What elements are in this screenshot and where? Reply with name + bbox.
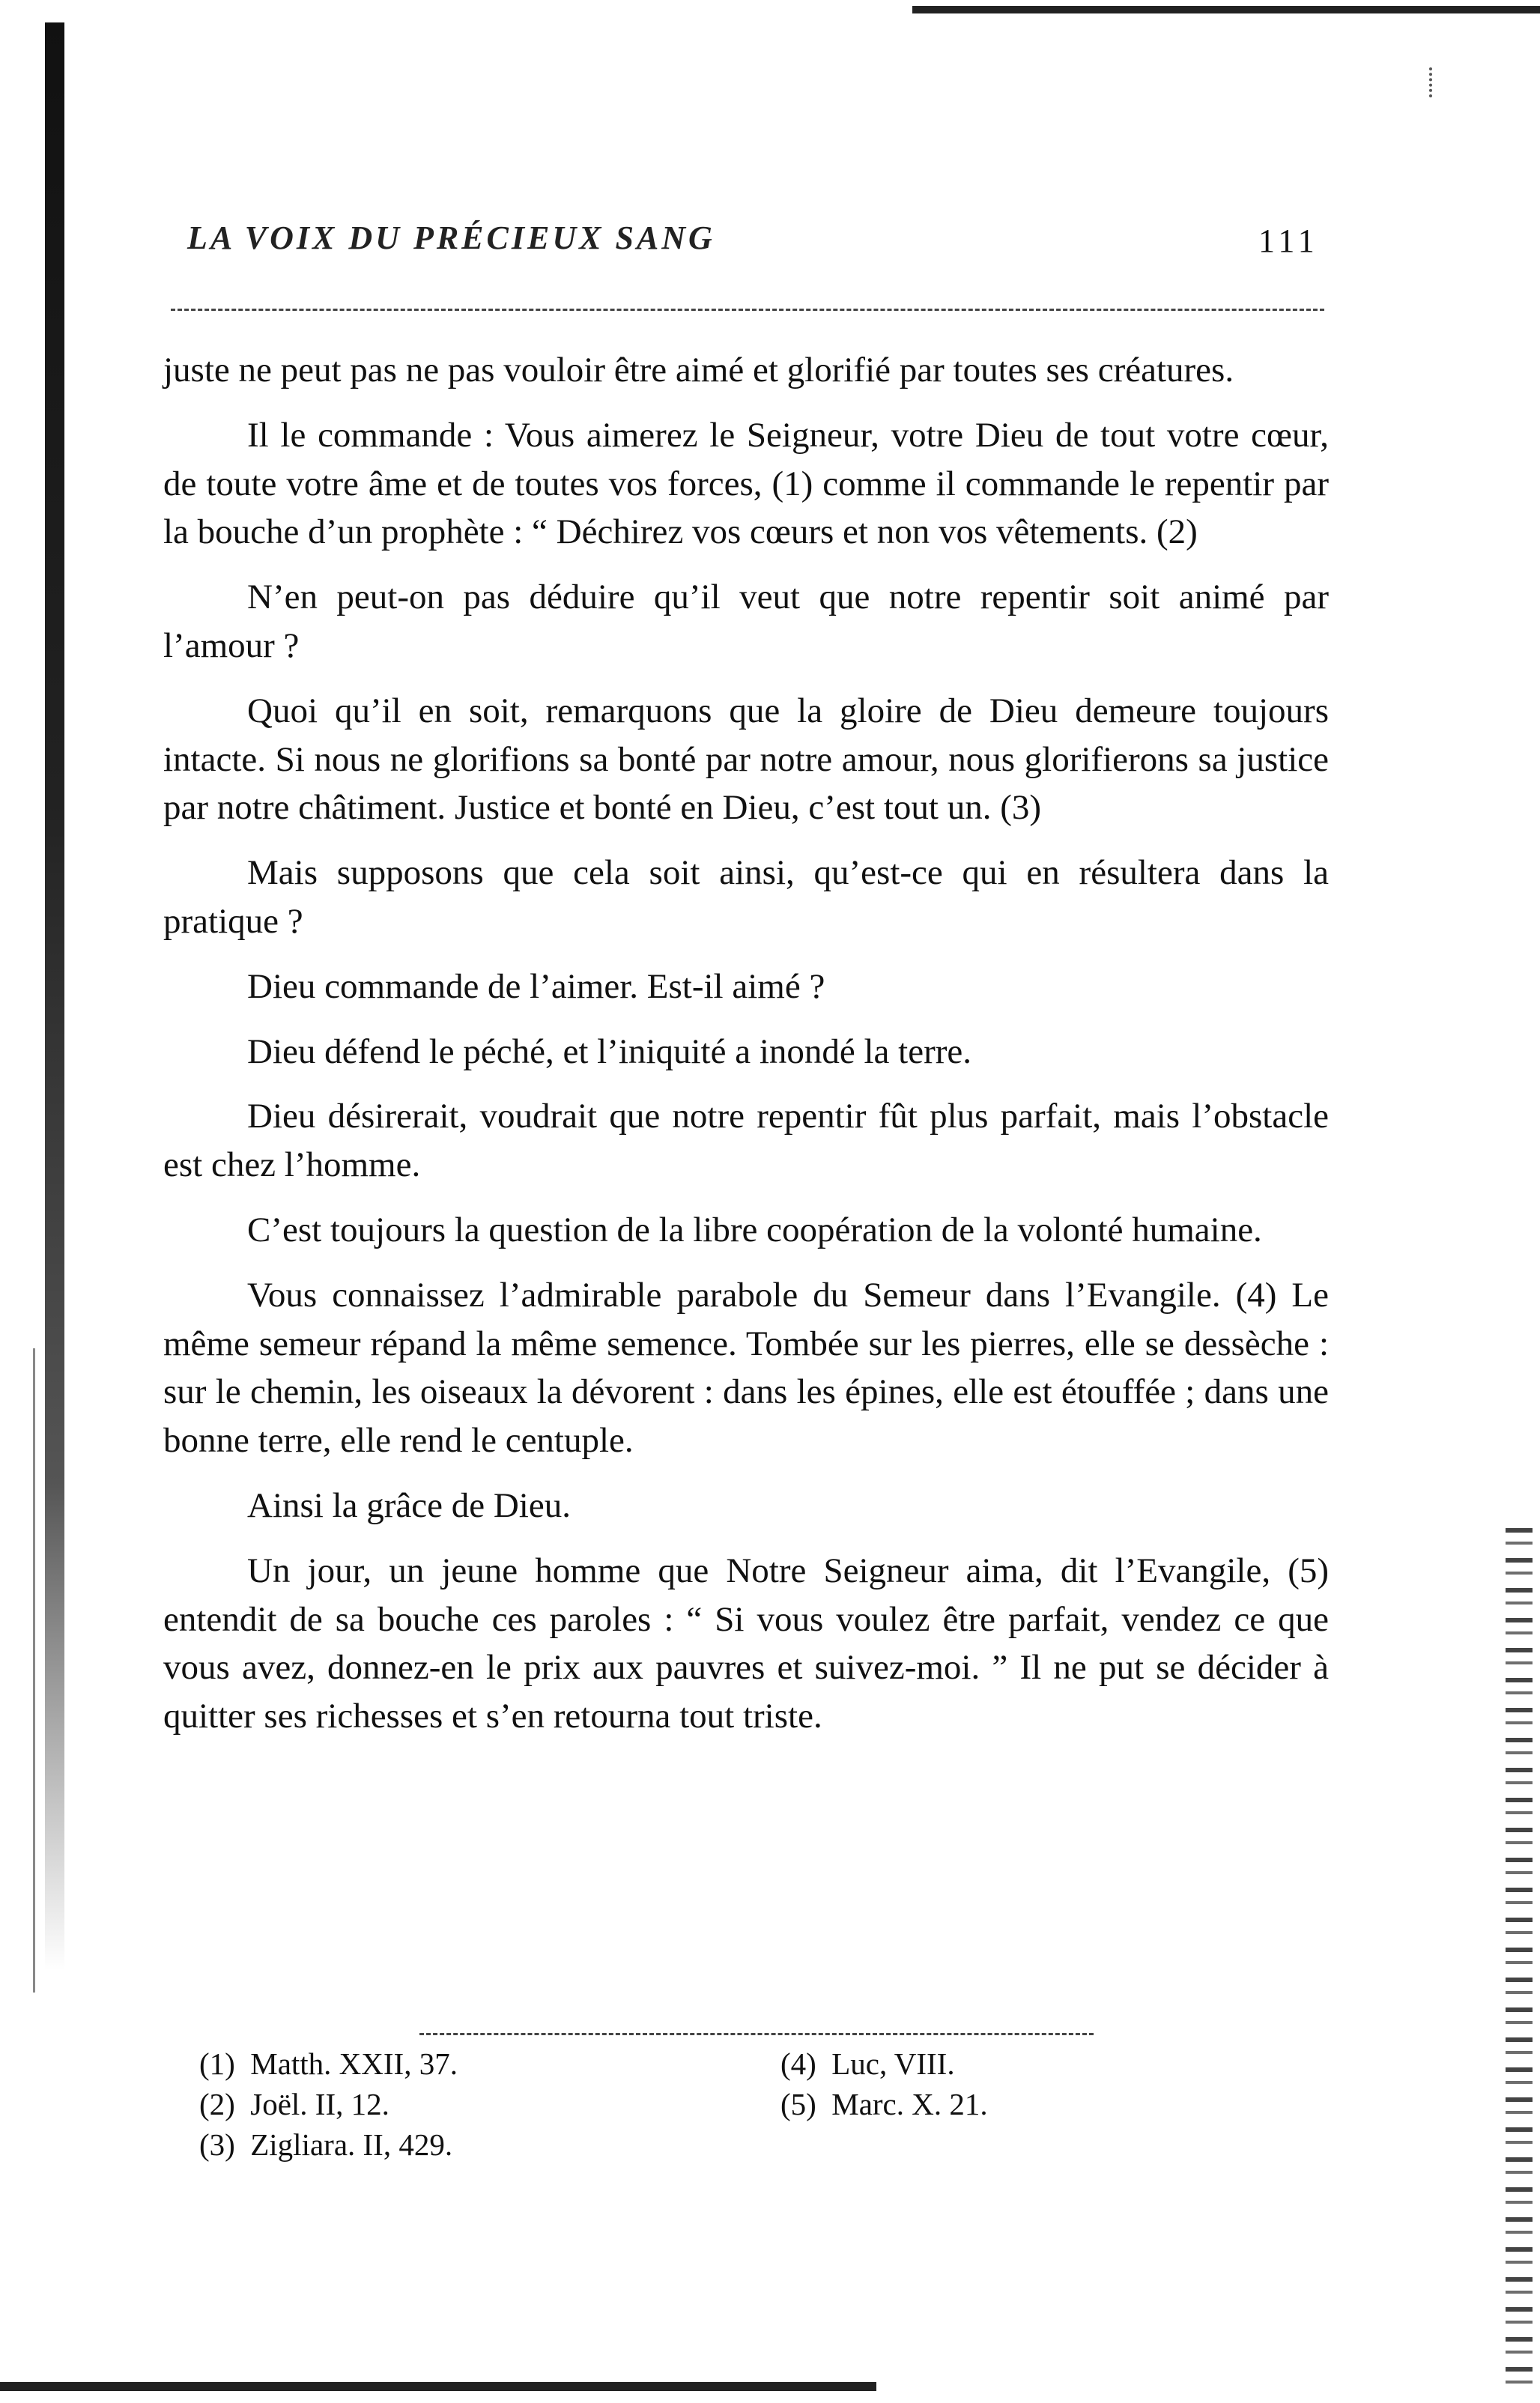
footnote-rule	[419, 2033, 1094, 2035]
paragraph: Dieu commande de l’aimer. Est-il aimé ?	[247, 966, 825, 1006]
scan-binding-shadow	[45, 22, 64, 1970]
footnote-reference: Joël. II, 12.	[250, 2087, 389, 2121]
body-text	[163, 346, 1329, 1757]
page-number: 111	[1258, 222, 1319, 259]
paragraph: N’en peut-on pas déduire qu’il veut que notre repentir soit animé par l’amour ?	[163, 578, 1329, 665]
footnote-number: (5)	[780, 2087, 816, 2121]
footnote-reference: Matth. XXII, 37.	[250, 2046, 458, 2081]
scan-edge-noise	[1506, 1528, 1533, 2397]
footnotes-right	[780, 2043, 988, 2124]
paragraph: C’est toujours la question de la libre coopération de la volonté humaine.	[247, 1210, 1262, 1249]
footnote-number: (3)	[199, 2127, 235, 2162]
footnote-reference: Zigliara. II, 429.	[250, 2127, 453, 2162]
paragraph: Il le commande : Vous aimerez le Seigneur, votre Dieu de tout votre cœur, de toute votre âme et de toutes vos forces, (1) comme il commande le repentir par la bouche d’un prophète : “ Déchirez vos cœurs et non vos vêtements. (2)	[163, 415, 1329, 552]
footnote	[780, 2043, 988, 2084]
scan-margin-line	[33, 1348, 35, 1993]
top-edge-rule	[912, 6, 1540, 13]
footnote-reference: Luc, VIII.	[831, 2046, 955, 2081]
paragraph: juste ne peut pas ne pas vouloir être aimé et glorifié par toutes ses créatures.	[163, 351, 1234, 390]
footnote-number: (1)	[199, 2046, 235, 2081]
paragraph: Dieu défend le péché, et l’iniquité a inondé la terre.	[247, 1031, 971, 1071]
header-rule	[171, 309, 1324, 311]
paragraph: Dieu désirerait, voudrait que notre repentir fût plus parfait, mais l’obstacle est chez l’homme.	[163, 1097, 1329, 1185]
footnote	[199, 2084, 458, 2124]
paragraph: Ainsi la grâce de Dieu.	[247, 1485, 571, 1525]
footnote-number: (2)	[199, 2087, 235, 2121]
running-title: LA VOIX DU PRÉCIEUX SANG	[187, 219, 715, 256]
paragraph: Mais supposons que cela soit ainsi, qu’est-ce qui en résultera dans la pratique ?	[163, 853, 1329, 941]
footnote	[780, 2084, 988, 2124]
footnote	[199, 2043, 458, 2084]
footnotes-left	[199, 2043, 458, 2165]
bottom-edge-rule	[0, 2382, 876, 2391]
scan-speckle	[1429, 67, 1437, 97]
footnote	[199, 2124, 458, 2165]
paragraph: Un jour, un jeune homme que Notre Seigneur aima, dit l’Evangile, (5) entendit de sa bouche ces paroles : “ Si vous voulez être parfait, vendez ce que vous avez, donnez-en le prix aux pauvres et suivez-moi. ” Il ne put se décider à quitter ses richesses et s’en retourna tout triste.	[163, 1551, 1329, 1736]
page-header	[187, 219, 1333, 279]
paragraph: Vous connaissez l’admirable parabole du Semeur dans l’Evangile. (4) Le même semeur répand la même semence. Tombée sur les pierres, elle se dessèche : sur le chemin, les oiseaux la dévorent : dans les épines, elle est étouffée ; dans une bonne terre, elle rend le centuple.	[163, 1275, 1329, 1461]
footnote-number: (4)	[780, 2046, 816, 2081]
paragraph: Quoi qu’il en soit, remarquons que la gloire de Dieu demeure toujours intacte. Si nous ne glorifions sa bonté par notre amour, nous glorifierons sa justice par notre châtiment. Justice et bonté en Dieu, c’est tout un. (3)	[163, 691, 1329, 828]
footnote-reference: Marc. X. 21.	[831, 2087, 988, 2121]
